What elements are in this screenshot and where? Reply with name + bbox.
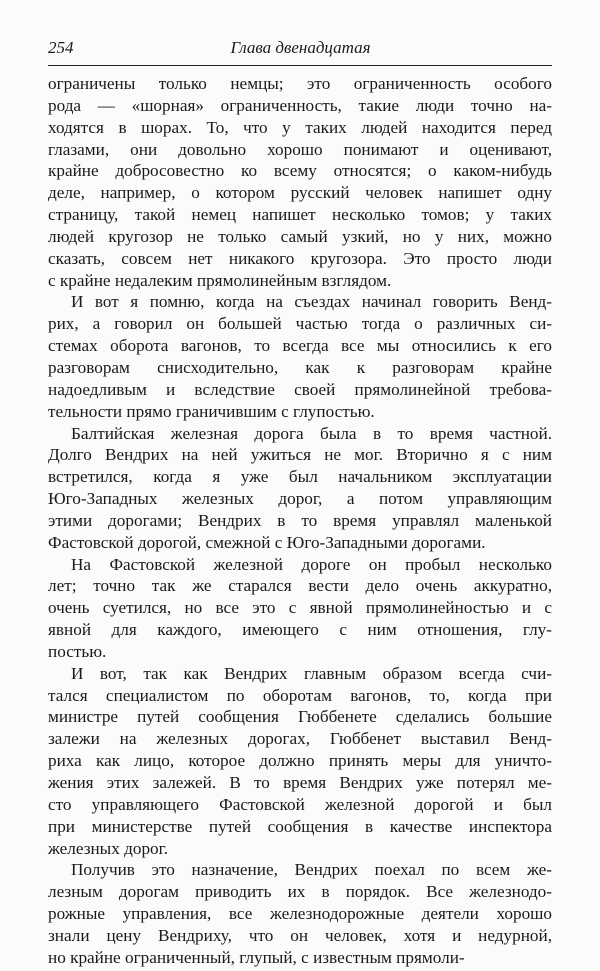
body-text [48,73,552,969]
text-line: сказать, совсем нет никакого кругозора. Это просто люди [48,248,552,268]
text-line: Юго-Западных железных дорог, а потом управляющим [48,489,552,509]
text-line: надоедливым и вследствие своей прямолинейной требова- [48,379,552,399]
text-line: Получив это назначение, Вендрих поехал по всем же- [71,860,552,880]
text-line: залежи на железных дорогах, Гюббенет выставил Венд- [48,729,552,749]
text-line: страницу, такой немец напишет несколько томов; у таких [48,205,552,225]
text-line: тался специалистом по оборотам вагонов, то, когда при [48,685,552,705]
page-number: 254 [48,38,74,57]
text-line: знали цену Вендриху, что он человек, хотя и недурной, [48,925,552,945]
text-line: явной для каждого, имеющего с ним отношения, глу- [48,620,552,640]
running-head [48,38,553,62]
text-line: людей кругозор не только самый узкий, но у них, можно [48,226,552,246]
text-line: сто управляющего Фастовской железной дорогой и был [48,794,552,814]
text-line: очень суетился, но все это с явной прямолинейностью и с [48,598,552,618]
text-line: И вот я помню, когда на съездах начинал говорить Венд- [71,292,552,312]
text-line: рода — «шорная» ограниченность, такие люди точно на- [48,95,552,115]
text-line: риха как лицо, которое должно принять меры для уничто- [48,751,552,771]
text-line: ходятся в шорах. То, что у таких людей находится перед [48,117,552,137]
text-line: И вот, так как Вендрих главным образом всегда счи- [71,663,552,683]
paragraph [48,423,552,554]
header-rule [48,65,552,66]
paragraph [48,554,552,663]
text-line: железных дорог. [48,838,169,858]
text-line: На Фастовской железной дороге он пробыл несколько [71,554,552,574]
text-line: разговорам снисходительно, как к разговорам крайне [48,357,552,377]
text-line: тельности прямо граничившим с глупостью. [48,401,375,421]
text-line: Фастовской дорогой, смежной с Юго-Западными дорогами. [48,532,486,552]
text-line: жения этих залежей. В то время Вендрих уже потерял ме- [48,773,552,792]
text-line: лет; точно так же старался вести дело очень аккуратно, [48,576,552,596]
text-line: крайне добросовестно ко всему относятся; о каком-нибудь [48,161,552,181]
chapter-title: Глава двенадцатая [230,38,371,57]
text-line: рожные управления, все железнодорожные деятели хорошо [48,904,552,924]
text-line: но крайне ограниченный, глупый, с известным прямоли- [48,947,465,967]
text-line: ограничены только немцы; это ограниченность особого [48,74,552,93]
text-line: лезным дорогам приводить их в порядок. Все железнодо- [48,882,552,902]
text-line: Долго Вендрих на ней ужиться не мог. Вторично я с ним [48,445,552,465]
text-line: постью. [48,641,107,661]
text-line: встретился, когда я уже был начальником эксплуатации [48,467,552,487]
text-line: рих, а говорил он большей частью тогда о различных си- [48,314,552,334]
text-line: с крайне недалеким прямолинейным взглядом. [48,270,392,290]
paragraph [48,859,552,968]
text-line: глазами, они довольно хорошо понимают и оценивают, [48,139,552,159]
text-line: стемах оборота вагонов, то всегда все мы относились к его [48,336,552,356]
text-line: при министерстве путей сообщения в качестве инспектора [48,816,552,836]
paragraph [48,291,552,422]
text-line: деле, например, о котором русский человек напишет одну [48,183,552,203]
text-line: этими дорогами; Вендрих в то время управлял маленькой [48,510,552,530]
text-line: министре путей сообщения Гюббенете сделались большие [48,707,552,727]
paragraph [48,663,552,860]
text-line: Балтийская железная дорога была в то время частной. [71,423,552,443]
paragraph [48,73,552,291]
